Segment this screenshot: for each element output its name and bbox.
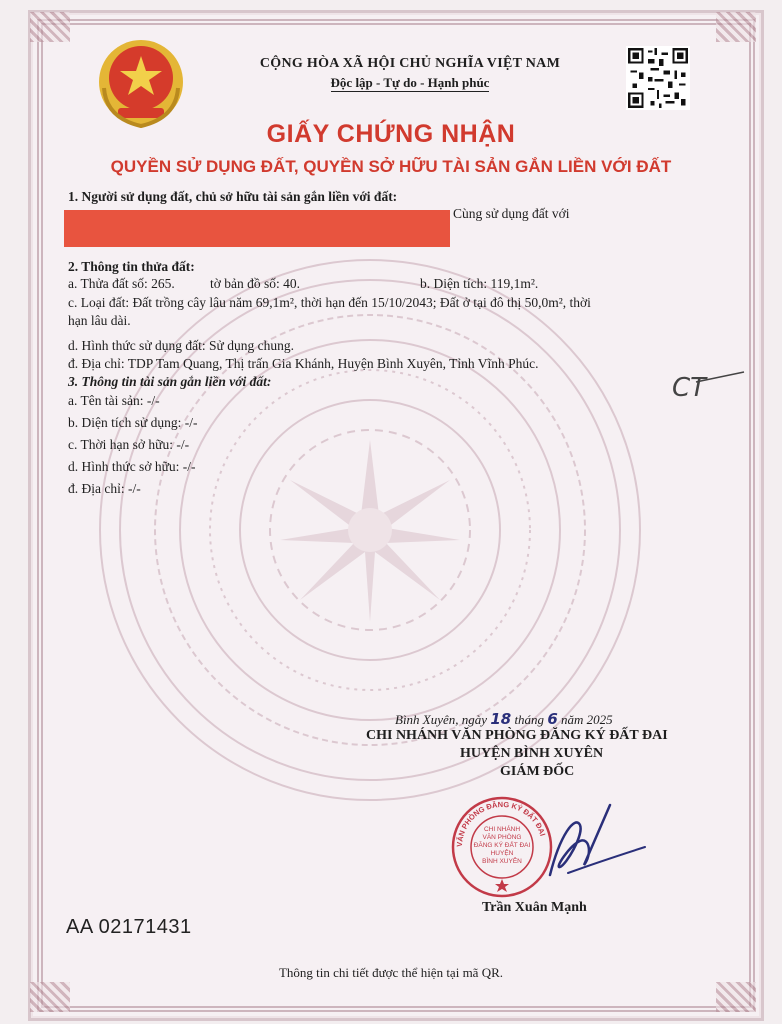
national-emblem-icon [96, 38, 186, 130]
corner-ornament [716, 982, 756, 1012]
land-type-line-2: hạn lâu dài. [68, 313, 131, 328]
usage-form: d. Hình thức sử dụng đất: Sử dụng chung. [68, 338, 294, 353]
issue-month: 6 [547, 710, 558, 728]
co-use-label: Cùng sử dụng đất với [453, 206, 570, 221]
handwritten-signature [480, 795, 650, 895]
svg-text:CHI NHÁNH: CHI NHÁNH [483, 826, 521, 833]
nation-name: CỘNG HÒA XÃ HỘI CHỦ NGHĨA VIỆT NAM [259, 56, 561, 71]
asset-name: a. Tên tài sản: -/- [68, 393, 160, 408]
parcel-number: a. Thửa đất số: 265. [68, 276, 175, 291]
section2-heading: 2. Thông tin thửa đất: [68, 259, 195, 274]
corner-ornament [30, 12, 70, 42]
issue-day: 18 [490, 710, 512, 728]
issuing-office-line-1: CHI NHÁNH VĂN PHÒNG ĐĂNG KÝ ĐẤT ĐAI [366, 728, 668, 743]
svg-text:VĂN PHÒNG: VĂN PHÒNG [482, 834, 522, 841]
svg-text:HUYỆN: HUYỆN [490, 850, 514, 857]
qr-code-icon [626, 46, 690, 110]
signer-position: GIÁM ĐỐC [500, 764, 575, 779]
parcel-address: đ. Địa chỉ: TDP Tam Quang, Thị trấn Gia Khánh, Huyện Bình Xuyên, Tỉnh Vĩnh Phúc. [68, 356, 539, 371]
national-motto: Độc lập - Tự do - Hạnh phúc [330, 75, 490, 90]
qr-footer-note: Thông tin chi tiết được thể hiện tại mã QR. [278, 965, 504, 980]
certificate-subtitle: QUYỀN SỬ DỤNG ĐẤT, QUYỀN SỞ HỮU TÀI SẢN GẮN LIỀN VỚI ĐẤT [110, 157, 672, 176]
redacted-owner-name [64, 210, 450, 247]
certificate-serial-number: AA 02171431 [66, 916, 192, 938]
svg-text:BÌNH XUYÊN: BÌNH XUYÊN [482, 858, 522, 865]
svg-text:VĂN PHÒNG ĐĂNG KÝ ĐẤT ĐAI: VĂN PHÒNG ĐĂNG KÝ ĐẤT ĐAI [454, 799, 548, 848]
land-area: b. Diện tích: 119,1m². [420, 276, 539, 291]
handwritten-margin-note [668, 366, 748, 406]
ownership-term: c. Thời hạn sở hữu: -/- [68, 437, 190, 452]
map-sheet-number: tờ bản đồ số: 40. [210, 276, 301, 291]
corner-ornament [716, 12, 756, 42]
section3-heading: 3. Thông tin tài sản gắn liền với đất: [68, 374, 272, 389]
asset-usage-area: b. Diện tích sử dụng: -/- [68, 415, 198, 430]
land-type-line-1: c. Loại đất: Đất trồng cây lâu năm 69,1m², thời hạn đến 15/10/2043; Đất ở tại đô thị 50,0m², thời [68, 295, 591, 310]
certificate-title: GIẤY CHỨNG NHẬN [266, 120, 516, 148]
issuing-office-line-2: HUYỆN BÌNH XUYÊN [460, 746, 604, 761]
corner-ornament [30, 982, 70, 1012]
asset-address: đ. Địa chỉ: -/- [68, 481, 141, 496]
signer-name: Trần Xuân Mạnh [482, 900, 587, 915]
margin-note-text: CT [672, 373, 707, 403]
ownership-form: d. Hình thức sở hữu: -/- [68, 459, 196, 474]
section1-heading: 1. Người sử dụng đất, chủ sở hữu tài sản gắn liền với đất: [68, 189, 398, 204]
issue-date: Bình Xuyên, ngày 18 tháng 6 năm 2025 [395, 710, 613, 728]
svg-text:ĐĂNG KÝ ĐẤT ĐAI: ĐĂNG KÝ ĐẤT ĐAI [473, 842, 531, 849]
